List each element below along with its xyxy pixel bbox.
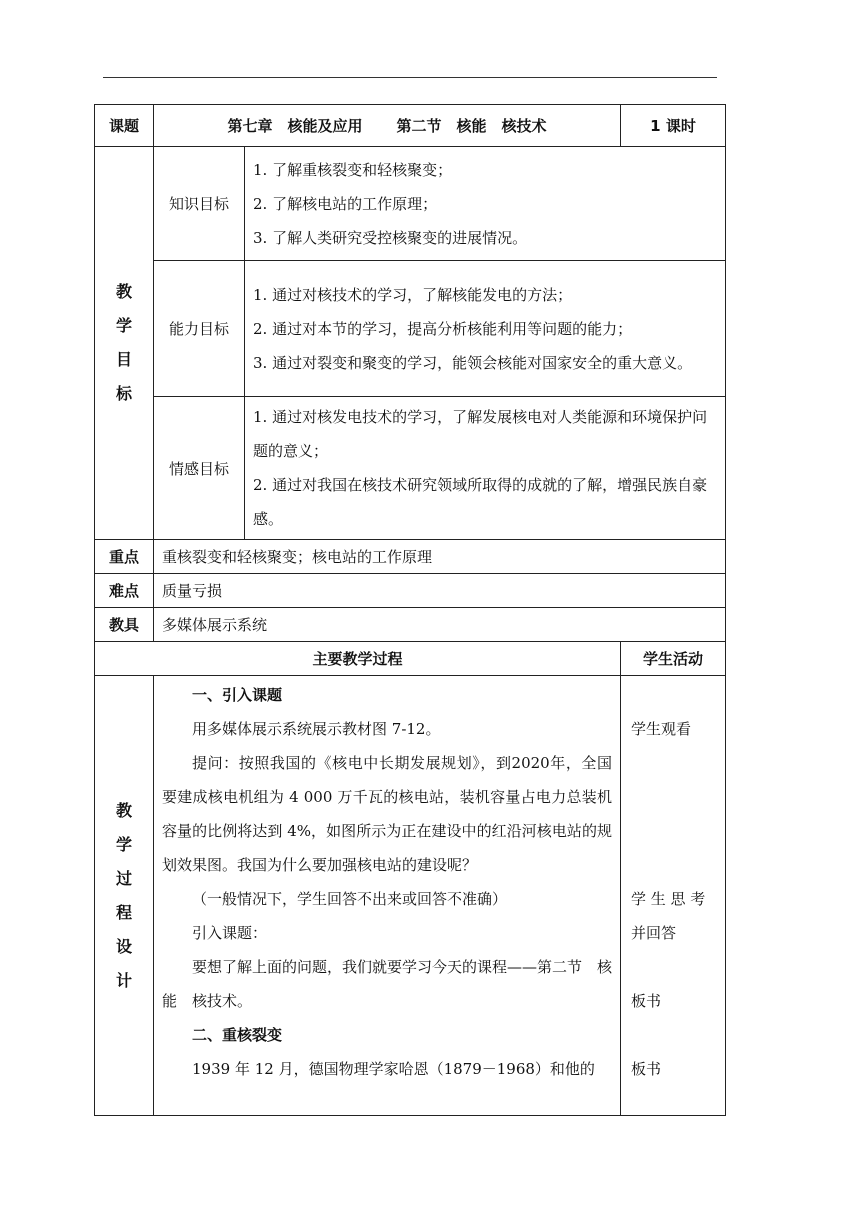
student-activity: 并回答 xyxy=(631,924,677,942)
ability-goal-row xyxy=(95,261,726,397)
process-label-char: 学 xyxy=(115,834,132,854)
student-activity-header: 学生活动 xyxy=(621,642,726,676)
key-points-row xyxy=(95,540,726,574)
paragraph: （一般情况下，学生回答不出来或回答不准确） xyxy=(192,890,508,908)
process-row xyxy=(95,676,726,1116)
process-label-char: 程 xyxy=(115,902,132,922)
student-activity: 板书 xyxy=(631,1060,662,1078)
section-heading: 二、重核裂变 xyxy=(192,1026,283,1044)
knowledge-goal-label: 知识目标 xyxy=(154,147,245,261)
process-content xyxy=(154,676,621,1116)
process-label-char: 教 xyxy=(115,800,132,820)
lesson-plan-table xyxy=(94,104,726,1116)
paragraph: 引入课题： xyxy=(192,924,268,942)
paragraph: 用多媒体展示系统展示教材图 7-12。 xyxy=(192,720,441,738)
ability-goal-label: 能力目标 xyxy=(154,261,245,397)
emotion-goal-items xyxy=(245,397,726,540)
tools-value: 多媒体展示系统 xyxy=(154,608,726,642)
goal-label-char: 目 xyxy=(115,350,132,369)
topic-title xyxy=(154,105,621,147)
goal-item: 3. 了解人类研究受控核聚变的进展情况。 xyxy=(253,228,528,247)
chapter-title: 第七章 核能及应用 xyxy=(227,117,363,135)
goal-item: 2. 了解核电站的工作原理； xyxy=(253,194,438,213)
main-process-header: 主要教学过程 xyxy=(95,642,621,676)
section-title: 第二节 核能 核技术 xyxy=(396,117,547,135)
header-rule xyxy=(103,77,717,78)
difficulty-value: 质量亏损 xyxy=(154,574,726,608)
tools-row xyxy=(95,608,726,642)
goal-item: 1. 通过对核技术的学习，了解核能发电的方法； xyxy=(253,285,573,304)
difficulty-row xyxy=(95,574,726,608)
teaching-goals-label xyxy=(95,147,154,540)
knowledge-goal-row xyxy=(95,147,726,261)
process-label-char: 计 xyxy=(115,970,132,990)
process-label-char: 设 xyxy=(115,936,132,956)
key-points-label: 重点 xyxy=(95,540,154,574)
paragraph: 要想了解上面的问题，我们就要学习今天的课程——第二节 核能 核技术。 xyxy=(162,958,613,1010)
topic-label: 课题 xyxy=(95,105,154,147)
student-activity: 板书 xyxy=(631,992,662,1010)
student-activity: 学生观看 xyxy=(631,720,692,738)
key-points-value: 重核裂变和轻核聚变；核电站的工作原理 xyxy=(154,540,726,574)
emotion-goal-row xyxy=(95,397,726,540)
goal-item: 3. 通过对裂变和聚变的学习，能领会核能对国家安全的重大意义。 xyxy=(253,353,693,372)
goal-item: 2. 通过对本节的学习，提高分析核能利用等问题的能力； xyxy=(253,319,633,338)
goal-item: 1. 通过对核发电技术的学习，了解发展核电对人类能源和环境保护问题的意义； xyxy=(253,408,708,460)
teaching-process-label xyxy=(95,676,154,1116)
paragraph: 1939 年 12 月，德国物理学家哈恩（1879－1968）和他的 xyxy=(192,1060,595,1078)
process-header-row xyxy=(95,642,726,676)
tools-label: 教具 xyxy=(95,608,154,642)
goal-item: 2. 通过对我国在核技术研究领域所取得的成就的了解，增强民族自豪感。 xyxy=(253,476,708,528)
goal-item: 1. 了解重核裂变和轻核聚变； xyxy=(253,160,453,179)
ability-goal-items xyxy=(245,261,726,397)
process-label-char: 过 xyxy=(115,868,132,888)
goal-label-char: 学 xyxy=(115,316,132,335)
difficulty-label: 难点 xyxy=(95,574,154,608)
student-activity-column xyxy=(621,676,726,1116)
student-activity: 学 生 思 考 xyxy=(631,890,706,908)
knowledge-goal-items xyxy=(245,147,726,261)
emotion-goal-label: 情感目标 xyxy=(154,397,245,540)
class-hours: 1 课时 xyxy=(621,105,726,147)
goal-label-char: 教 xyxy=(115,282,132,301)
goal-label-char: 标 xyxy=(115,384,132,403)
paragraph: 提问：按照我国的《核电中长期发展规划》，到2020年，全国要建成核电机组为 4 000 万千瓦的核电站，装机容量占电力总装机容量的比例将达到 4%，如图所示为正在建设中的红沿河核电站的规划效果图。我国为什么要加强核电站的建设呢？ xyxy=(162,754,612,874)
topic-row xyxy=(95,105,726,147)
section-heading: 一、引入课题 xyxy=(192,686,283,704)
